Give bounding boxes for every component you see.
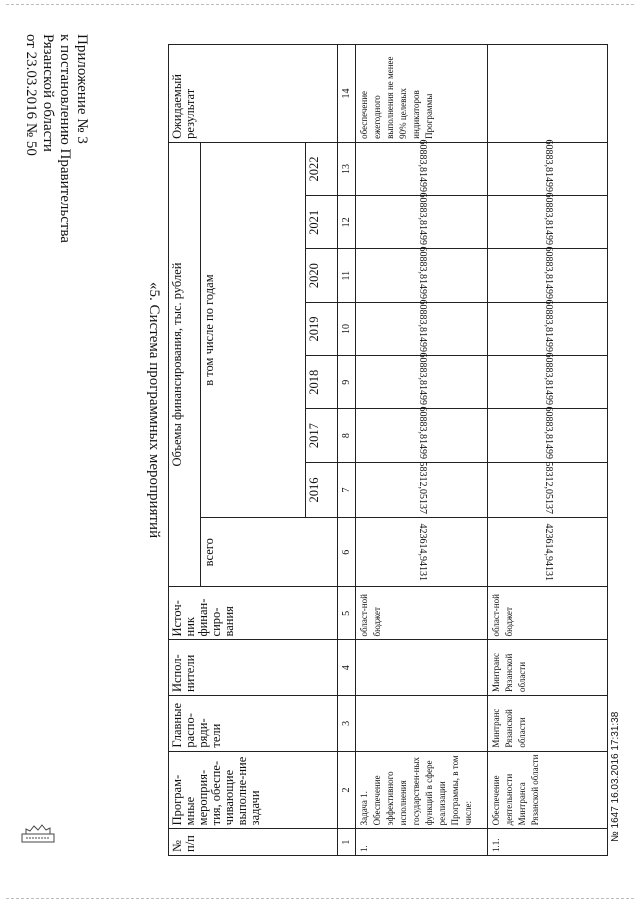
header-result: Ожидаемый результат xyxy=(169,45,338,143)
col-number: 7 xyxy=(338,462,356,518)
col-number: 8 xyxy=(338,409,356,462)
row-2019: 60883,81499 xyxy=(416,299,428,353)
row-total: 423614,94131 xyxy=(416,523,428,581)
appendix-line-3: Рязанской области xyxy=(40,34,56,152)
header-executors: Испол-нители xyxy=(169,640,338,696)
col-number: 3 xyxy=(338,696,356,752)
row-2019: 60883,81499 xyxy=(542,299,554,353)
row-2021: 60883,81499 xyxy=(416,193,428,246)
row-2018: 60883,81499 xyxy=(542,352,554,406)
table-row-task-1 xyxy=(356,45,488,856)
section-title: «5. Система программных мероприятий xyxy=(146,282,162,539)
column-numbers-row xyxy=(338,45,356,856)
col-number: 5 xyxy=(338,587,356,640)
row-2017: 60883,81499 xyxy=(542,406,554,459)
header-year-2020: 2020 xyxy=(306,249,338,302)
header-by-year: в том числе по годам xyxy=(200,142,306,517)
row-executor xyxy=(356,640,488,696)
header-num: № п/п xyxy=(169,829,338,856)
row-2021: 60883,81499 xyxy=(542,193,554,246)
row-2022: 60883,81499 xyxy=(542,139,554,193)
measures-table xyxy=(168,44,608,856)
row-measure: Обеспечение деятельности Минтранса Рязанской области xyxy=(488,751,608,829)
row-2017: 60883,81499 xyxy=(416,406,428,459)
row-manager xyxy=(356,696,488,752)
appendix-block xyxy=(22,34,90,334)
row-manager: Минтранс Рязанской области xyxy=(488,696,608,752)
col-number: 4 xyxy=(338,640,356,696)
col-number: 12 xyxy=(338,196,356,249)
row-2016: 58312,05137 xyxy=(416,461,428,515)
col-number: 13 xyxy=(338,142,356,195)
row-source: област-ной бюджет xyxy=(356,587,488,640)
row-result: обеспечение ежегодного выполнения не менее 90% целевых индикаторов Программы xyxy=(356,45,488,143)
appendix-line-2: к постановлению Правительства xyxy=(57,34,73,243)
row-2020: 60883,81499 xyxy=(542,246,554,299)
col-number: 1 xyxy=(338,829,356,856)
header-measures: Програм-мные мероприя-тия, обеспе-чивающие выполне-ние задачи xyxy=(169,751,338,829)
row-total: 423614,94131 xyxy=(542,523,554,581)
row-num: 1. xyxy=(356,829,488,856)
header-total: всего xyxy=(200,518,337,587)
header-year-2021: 2021 xyxy=(306,196,338,249)
row-2016: 58312,05137 xyxy=(542,461,554,515)
header-source: Источ-ник финан-сиро-вания xyxy=(169,587,338,640)
row-measure: Задача 1. Обеспечение эффективного исполнения государствен-ных функций в сфере реализации Программы, в том числе: xyxy=(356,751,488,829)
table-row-1-1 xyxy=(488,45,608,856)
col-number: 10 xyxy=(338,302,356,355)
row-result xyxy=(488,45,608,143)
header-year-2016: 2016 xyxy=(306,462,338,518)
header-managers: Главные распо-ряди-тели xyxy=(169,696,338,752)
registration-stamp-icon xyxy=(20,820,56,846)
appendix-line-1: Приложение № 3 xyxy=(74,34,90,144)
registration-number: № 1647 16.03.2016 17:31:38 xyxy=(610,711,621,842)
header-year-2019: 2019 xyxy=(306,302,338,355)
row-executor: Минтранс Рязанской области xyxy=(488,640,608,696)
col-number: 2 xyxy=(338,751,356,829)
row-2018: 60883,81499 xyxy=(416,352,428,406)
row-num: 1.1. xyxy=(488,829,608,856)
col-number: 6 xyxy=(338,518,356,587)
col-number: 11 xyxy=(338,249,356,302)
row-2022: 60883,81499 xyxy=(416,139,428,193)
col-number: 9 xyxy=(338,356,356,409)
header-volumes: Объемы финансирования, тыс. рублей xyxy=(169,142,201,586)
col-number: 14 xyxy=(338,45,356,143)
row-source: област-ной бюджет xyxy=(488,587,608,640)
row-2020: 60883,81499 xyxy=(416,246,428,299)
header-year-2018: 2018 xyxy=(306,356,338,409)
header-year-2017: 2017 xyxy=(306,409,338,462)
appendix-line-4: от 23.03.2016 № 50 xyxy=(23,34,39,156)
header-year-2022: 2022 xyxy=(306,142,338,195)
